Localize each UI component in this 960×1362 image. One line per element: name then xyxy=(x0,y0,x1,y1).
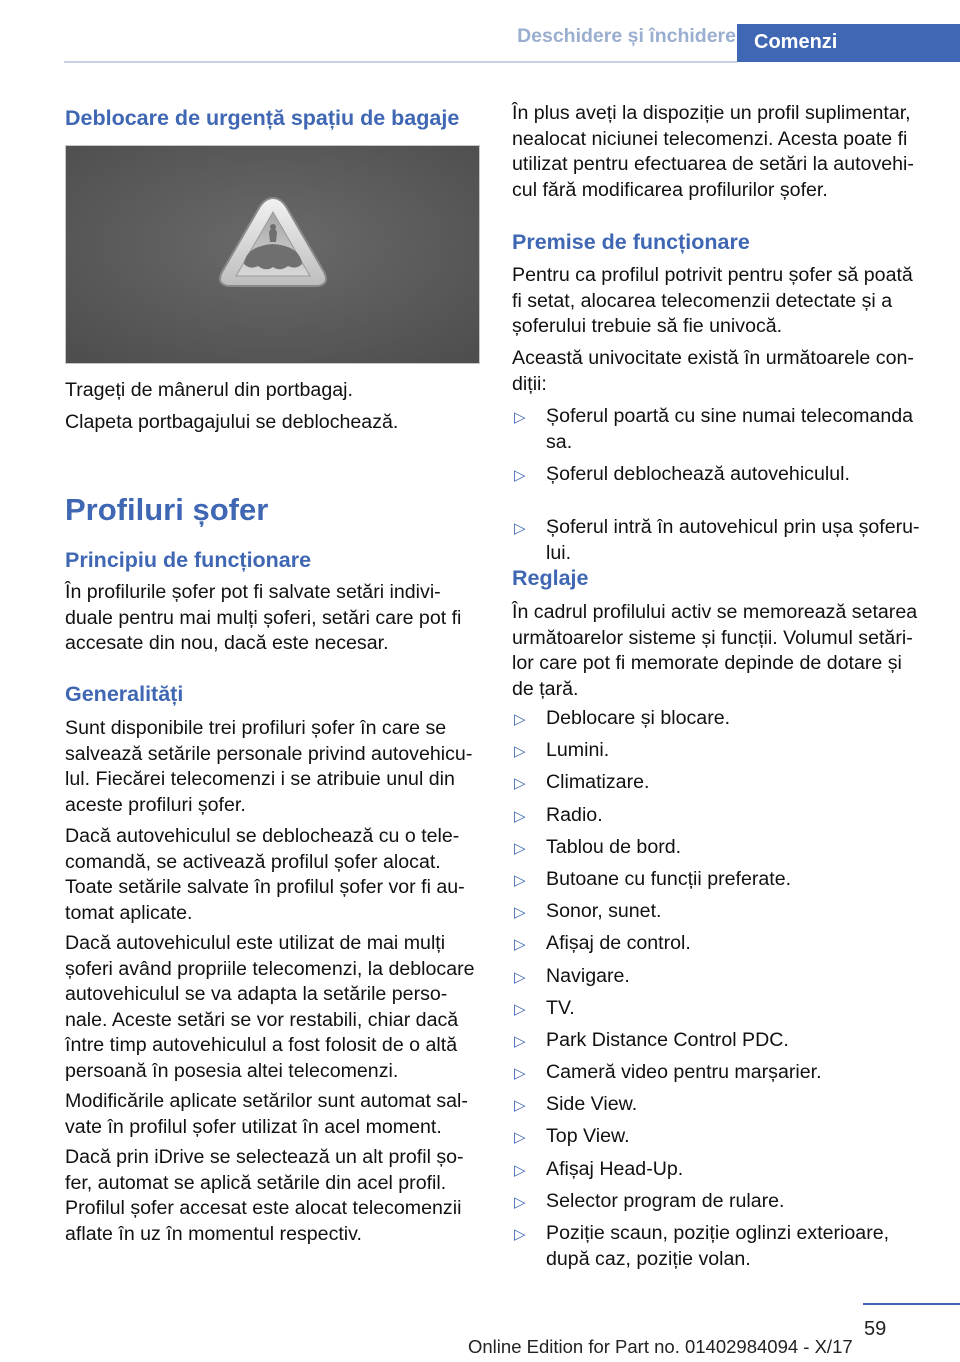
page-number: 59 xyxy=(864,1318,887,1340)
triangle-bullet-icon: ▷ xyxy=(514,807,526,825)
list-item: ▷ Șoferul deblochează autovehiculul. xyxy=(512,462,920,515)
settings-list xyxy=(512,706,889,1272)
triangle-bullet-icon: ▷ xyxy=(514,1032,526,1050)
triangle-bullet-icon: ▷ xyxy=(514,1161,526,1179)
triangle-bullet-icon: ▷ xyxy=(514,520,526,537)
triangle-bullet-icon: ▷ xyxy=(514,1226,526,1243)
principle-heading: Principiu de funcționare xyxy=(65,548,312,572)
list-item: ▷ Side View. xyxy=(512,1092,889,1124)
triangle-bullet-icon: ▷ xyxy=(514,936,526,954)
list-item: ▷ Butoane cu funcții preferate. xyxy=(512,867,889,899)
trunk-handle-illustration xyxy=(66,146,480,364)
list-item: ▷ Selector program de rulare. xyxy=(512,1189,889,1221)
list-item: ▷ Park Distance Control PDC. xyxy=(512,1028,889,1060)
trunk-release-figure xyxy=(65,145,480,364)
list-item: ▷ Navigare. xyxy=(512,964,889,996)
list-item: ▷ Șoferul intră în autovehicul prin ușa șoferu‐ lui. xyxy=(514,516,920,564)
premise-paragraph-1: Pentru ca profilul potrivit pentru șofer să poată fi setat, alocarea telecomenzii detectate și a șoferului trebuie să fie univocă. xyxy=(512,264,913,337)
header-rule xyxy=(64,61,737,63)
settings-paragraph: În cadrul profilului activ se memorează setarea următoarelor sisteme și funcții. Volumul setări‐ lor care pot fi memorate depinde de dotare și de țară. xyxy=(512,601,918,700)
page-header xyxy=(0,0,960,62)
emergency-step-text: Trageți de mânerul din portbagaj. xyxy=(65,379,353,401)
triangle-bullet-icon: ▷ xyxy=(514,1193,526,1211)
triangle-bullet-icon: ▷ xyxy=(514,1129,526,1147)
triangle-bullet-icon: ▷ xyxy=(514,871,526,889)
general-paragraph-1: Sunt disponibile trei profiluri șofer în care se salvează setările personale privind autovehicu‐ lul. Fiecărei telecomenzi i se atribuie unul din aceste profiluri șofer. xyxy=(65,717,473,816)
triangle-bullet-icon: ▷ xyxy=(514,409,526,426)
list-item: ▷ Afișaj de control. xyxy=(512,931,889,963)
list-item: ▷ Top View. xyxy=(512,1124,889,1156)
premise-paragraph-2: Această univocitate există în următoarele con‐ diții: xyxy=(512,347,914,395)
emergency-result-text: Clapeta portbagajului se deblochează. xyxy=(65,411,399,433)
general-heading: Generalități xyxy=(65,682,184,706)
triangle-bullet-icon: ▷ xyxy=(514,839,526,857)
footer-rule xyxy=(863,1303,960,1305)
triangle-bullet-icon: ▷ xyxy=(514,1000,526,1018)
general-paragraph-4: Modificările aplicate setărilor sunt automat sal‐ vate în profilul șofer utilizat în acel moment. xyxy=(65,1090,468,1138)
triangle-bullet-icon: ▷ xyxy=(514,1065,526,1083)
list-item: ▷ Cameră video pentru marșarier. xyxy=(512,1060,889,1092)
general-paragraph-2: Dacă autovehiculul se deblochează cu o tele‐ comandă, se activează profilul șofer alocat. Toate setările salvate în profilul șofer vor fi au‐ tomat aplicate. xyxy=(65,825,465,924)
list-item: ▷ Radio. xyxy=(512,803,889,835)
general-paragraph-3: Dacă autovehiculul este utilizat de mai mulți șoferi având propriile telecomenzi, la deblocare autovehiculul se va adapta la setările perso‐ nale. Aceste setări se vor restabili, chiar dacă între timp autovehiculul a fost folosit de o altă persoană în posesia altei telecomenzi. xyxy=(65,932,475,1082)
general-paragraph-5: Dacă prin iDrive se selectează un alt profil șo‐ fer, automat se aplică setările din acel profil. Profilul șofer accesat este alocat telecomenzii aflate în uz în momentul respectiv. xyxy=(65,1146,464,1245)
edition-note: Online Edition for Part no. 01402984094 - X/17 xyxy=(468,1336,853,1357)
list-item: ▷ Poziție scaun, poziție oglinzi exterioare, după caz, poziție volan. xyxy=(514,1222,890,1270)
list-item: ▷ TV. xyxy=(512,996,889,1028)
list-item: ▷ Lumini. xyxy=(512,738,889,770)
settings-heading: Reglaje xyxy=(512,566,589,590)
list-item: ▷ Deblocare și blocare. xyxy=(512,706,889,738)
conditions-list xyxy=(512,404,920,566)
list-item: ▷ Sonor, sunet. xyxy=(512,899,889,931)
principle-paragraph: În profilurile șofer pot fi salvate setări indivi‐ duale pentru mai mulți șoferi, setări care pot fi accesate din nou, dacă este necesar. xyxy=(65,581,462,654)
triangle-bullet-icon: ▷ xyxy=(514,743,526,761)
list-item: ▷ Șoferul poartă cu sine numai telecomanda sa. xyxy=(514,405,914,453)
section-tab: Deschidere și închidere xyxy=(517,25,736,47)
triangle-bullet-icon: ▷ xyxy=(514,711,526,728)
emergency-release-heading: Deblocare de urgență spațiu de bagaje xyxy=(65,106,460,130)
list-item: ▷ Climatizare. xyxy=(512,770,889,802)
triangle-bullet-icon: ▷ xyxy=(514,904,526,922)
triangle-bullet-icon: ▷ xyxy=(514,775,526,793)
triangle-bullet-icon: ▷ xyxy=(514,1097,526,1115)
active-section-tab: Comenzi xyxy=(737,24,960,62)
premise-heading: Premise de funcționare xyxy=(512,230,750,254)
driver-profiles-heading: Profiluri șofer xyxy=(65,492,269,527)
triangle-bullet-icon: ▷ xyxy=(514,467,526,484)
extra-profile-paragraph: În plus aveți la dispoziție un profil suplimentar, nealocat niciunei telecomenzi. Acesta poate fi utilizat pentru efectuarea de setări la autovehi‐ cul fără modificarea profilurilor șofer. xyxy=(512,102,914,201)
list-item: ▷ Tablou de bord. xyxy=(512,835,889,867)
triangle-bullet-icon: ▷ xyxy=(514,968,526,986)
list-item: ▷ Afișaj Head-Up. xyxy=(512,1157,889,1189)
